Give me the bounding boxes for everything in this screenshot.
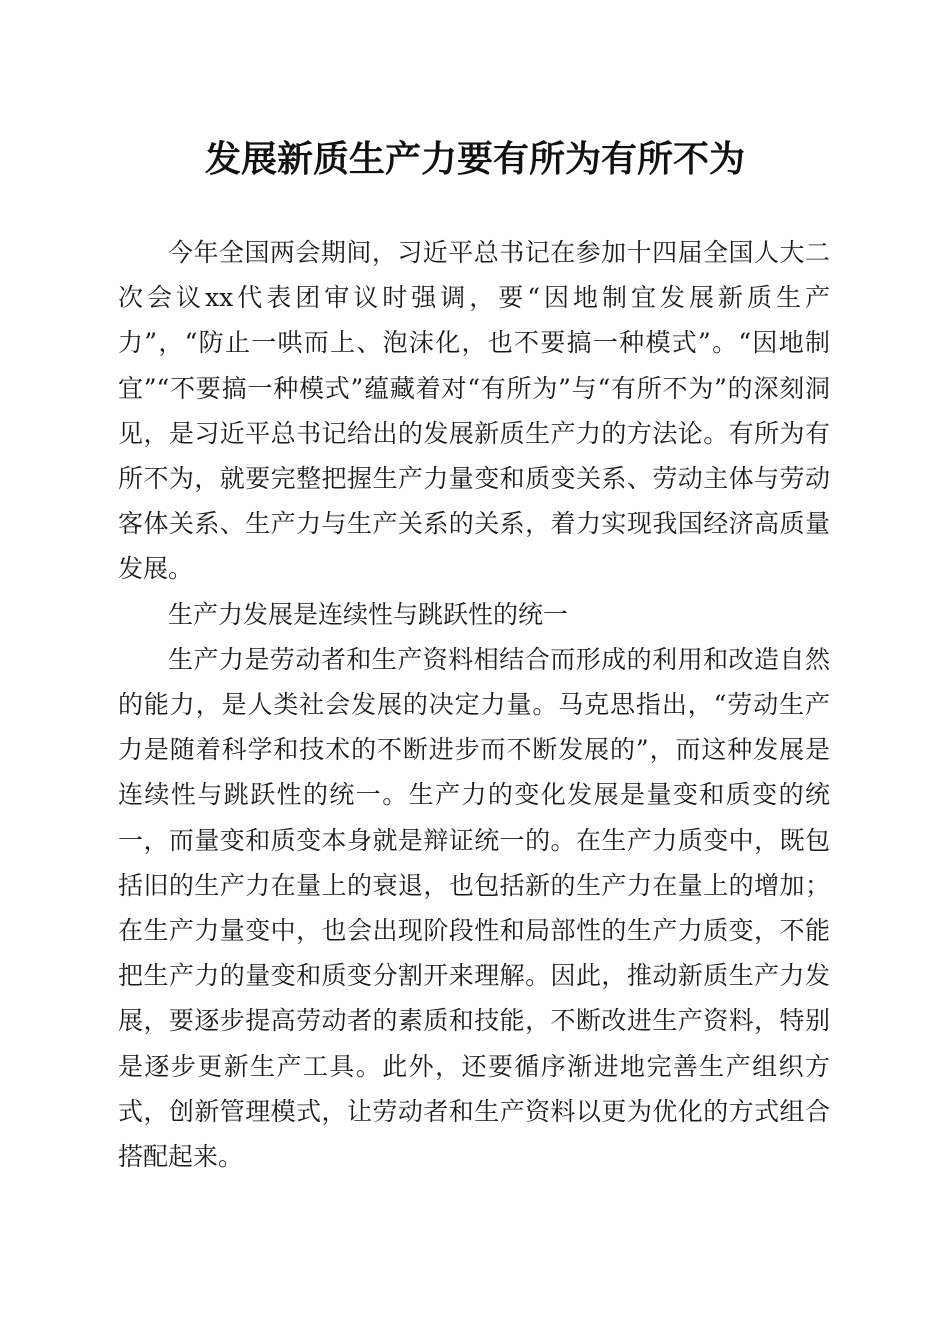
paragraph-productivity: 生产力是劳动者和生产资料相结合而形成的利用和改造自然的能力，是人类社会发展的决定力量。马克思指出，“劳动生产力是随着科学和技术的不断进步而不断发展的”，而这种发展是连续性与跳跃性的统一。生产力的变化发展是量变和质变的统一，而量变和质变本身就是辩证统一的。在生产力质变中，既包括旧的生产力在量上的衰退，也包括新的生产力在量上的增加；在生产力量变中，也会出现阶段性和局部性的生产力质变，不能把生产力的量变和质变分割开来理解。因此，推动新质生产力发展，要逐步提高劳动者的素质和技能，不断改进生产资料，特别是逐步更新生产工具。此外，还要循序渐进地完善生产组织方式，创新管理模式，让劳动者和生产资料以更为优化的方式组合搭配起来。 — [118, 644, 830, 1172]
document-title: 发展新质生产力要有所为有所不为 — [204, 138, 745, 180]
document-body — [118, 230, 830, 1179]
section-heading: 生产力发展是连续性与跳跃性的统一 — [168, 599, 569, 629]
paragraph-intro: 今年全国两会期间，习近平总书记在参加十四届全国人大二次会议xx代表团审议时强调，要“因地制宜发展新质生产力”，“防止一哄而上、泡沫化，也不要搞一种模式”。“因地制宜”“不要搞一种模式”蕴藏着对“有所为”与“有所不为”的深刻洞见，是习近平总书记给出的发展新质生产力的方法论。有所为有所不为，就要完整把握生产力量变和质变关系、劳动主体与劳动客体关系、生产力与生产关系的关系，着力实现我国经济高质量发展。 — [118, 238, 830, 584]
